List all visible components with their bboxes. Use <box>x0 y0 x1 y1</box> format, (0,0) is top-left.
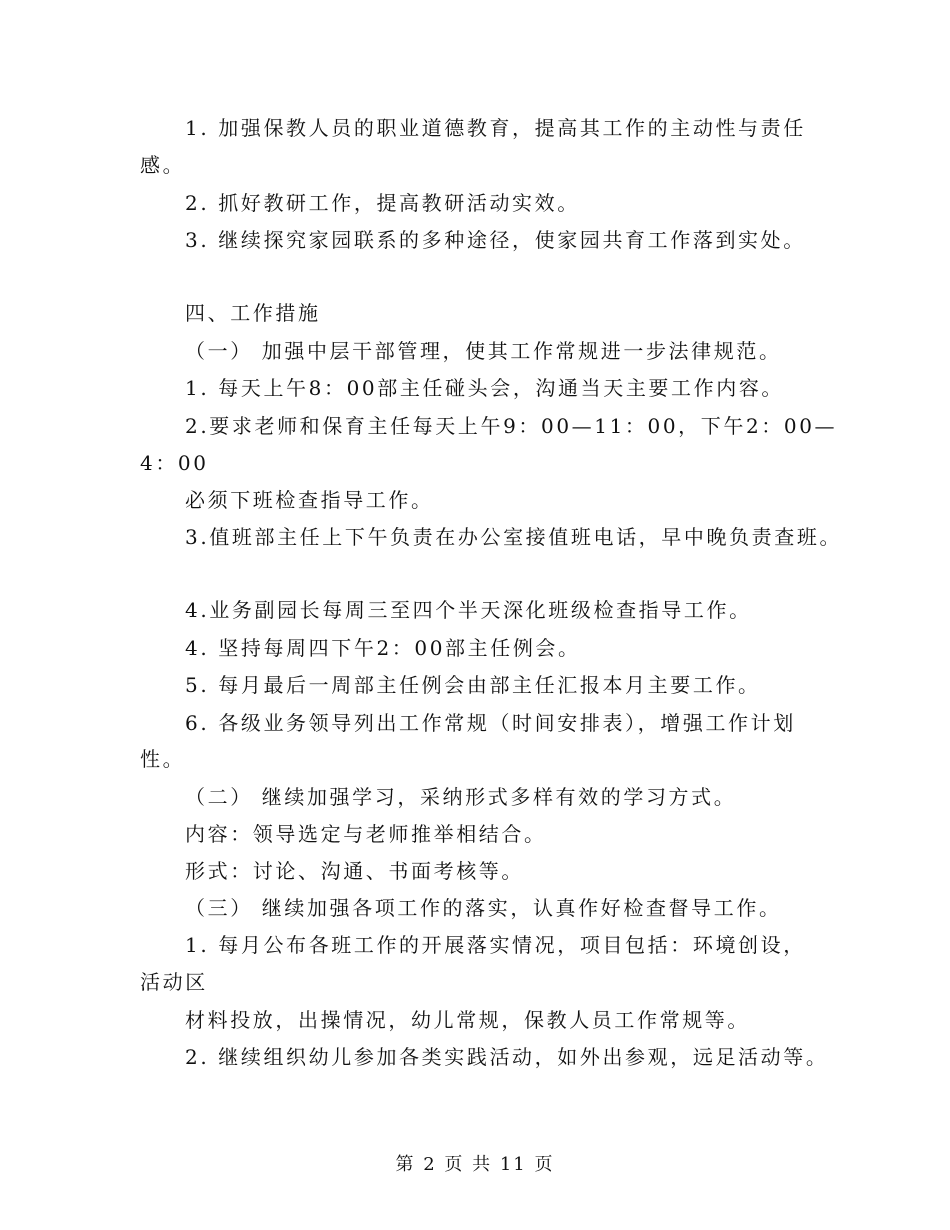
text-line: 3. 继续探究家园联系的多种途径，使家园共育工作落到实处。 <box>185 228 806 252</box>
text-line: 必须下班检查指导工作。 <box>185 488 434 512</box>
subsection-heading: （二） 继续加强学习，采纳形式多样有效的学习方式。 <box>185 785 737 809</box>
text-line: 4. 坚持每周四下午2：00部主任例会。 <box>185 636 581 660</box>
text-line: 2. 抓好教研工作，提高教研活动实效。 <box>185 191 580 215</box>
text-line: 活动区 <box>140 970 208 994</box>
text-line: 形式：讨论、沟通、书面考核等。 <box>185 859 524 883</box>
text-line: 材料投放，出操情况，幼儿常规，保教人员工作常规等。 <box>185 1008 750 1032</box>
text-line: 1. 加强保教人员的职业道德教育，提高其工作的主动性与责任 <box>185 116 806 140</box>
text-line: 6. 各级业务领导列出工作常规（时间安排表），增强工作计划 <box>185 711 796 735</box>
text-line: 4：00 <box>140 451 209 475</box>
text-line: 5. 每月最后一周部主任例会由部主任汇报本月主要工作。 <box>185 673 761 697</box>
text-line: 4.业务副园长每周三至四个半天深化班级检查指导工作。 <box>185 598 752 622</box>
text-line: 1. 每月公布各班工作的开展落实情况，项目包括：环境创设， <box>185 933 806 957</box>
page-number-footer: 第 2 页 共 11 页 <box>395 1154 555 1175</box>
text-line: 1. 每天上午8：00部主任碰头会，沟通当天主要工作内容。 <box>185 376 785 400</box>
text-line: 2. 继续组织幼儿参加各类实践活动，如外出参观，远足活动等。 <box>185 1045 829 1069</box>
text-line: 内容：领导选定与老师推举相结合。 <box>185 822 547 846</box>
text-line: 3.值班部主任上下午负责在办公室接值班电话，早中晚负责查班。 <box>185 525 843 549</box>
text-line: 2.要求老师和保育主任每天上午9：00—11：00，下午2：00— <box>185 414 838 438</box>
subsection-heading: （一） 加强中层干部管理，使其工作常规进一步法律规范。 <box>185 339 782 363</box>
subsection-heading: （三） 继续加强各项工作的落实，认真作好检查督导工作。 <box>185 896 782 920</box>
section-heading: 四、工作措施 <box>185 301 321 325</box>
text-line: 感。 <box>140 153 186 177</box>
text-line: 性。 <box>140 747 186 771</box>
